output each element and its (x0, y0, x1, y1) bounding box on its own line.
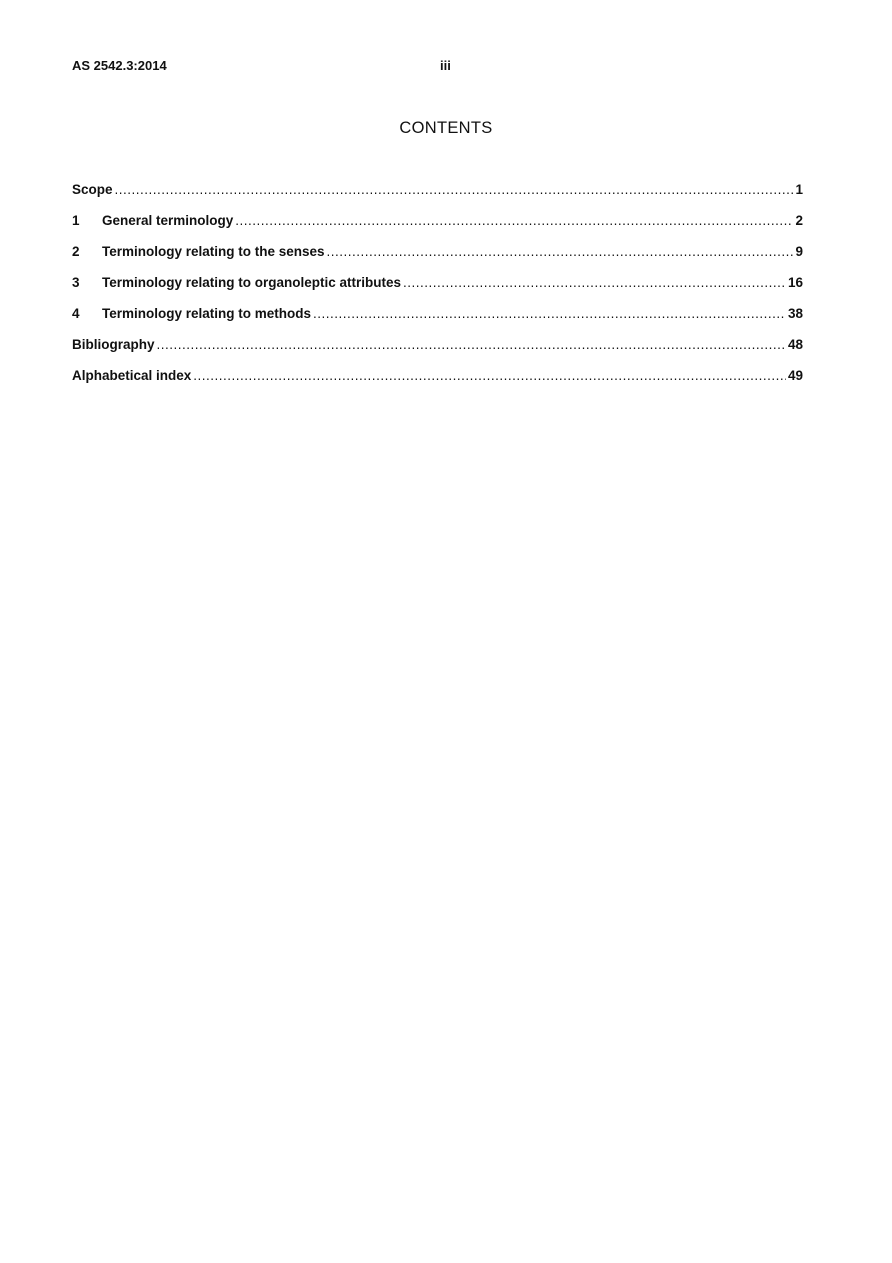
toc-entry-title: Alphabetical index (72, 368, 192, 383)
toc-entry-page: 2 (795, 213, 803, 228)
toc-entry-alphabetical-index[interactable] (72, 368, 803, 399)
dot-leader (115, 182, 794, 197)
toc-entry-title: General terminology (102, 213, 234, 228)
toc-entry-methods[interactable] (72, 306, 803, 337)
toc-entry-number: 3 (72, 275, 80, 290)
page-header (72, 58, 803, 78)
toc-entry-title: Bibliography (72, 337, 155, 352)
dot-leader (235, 213, 793, 228)
dot-leader (157, 337, 786, 352)
toc-entry-number: 1 (72, 213, 80, 228)
toc-entry-title: Terminology relating to methods (102, 306, 312, 321)
table-of-contents (72, 182, 803, 399)
toc-entry-title: Scope (72, 182, 113, 197)
toc-entry-number: 2 (72, 244, 80, 259)
dot-leader (403, 275, 786, 290)
toc-entry-general-terminology[interactable] (72, 213, 803, 244)
toc-entry-title: Terminology relating to organoleptic attributes (102, 275, 402, 290)
dot-leader (327, 244, 794, 259)
toc-entry-number: 4 (72, 306, 80, 321)
toc-entry-senses[interactable] (72, 244, 803, 275)
toc-entry-page: 38 (787, 306, 803, 321)
toc-entry-bibliography[interactable] (72, 337, 803, 368)
document-identifier: AS 2542.3:2014 (72, 58, 167, 73)
page-number: iii (440, 58, 451, 73)
toc-entry-title: Terminology relating to the senses (102, 244, 325, 259)
toc-entry-page: 16 (787, 275, 803, 290)
dot-leader (193, 368, 786, 383)
toc-entry-scope[interactable] (72, 182, 803, 213)
contents-heading: CONTENTS (399, 119, 493, 137)
toc-entry-page: 48 (787, 337, 803, 352)
toc-entry-page: 49 (787, 368, 803, 383)
toc-entry-page: 9 (795, 244, 803, 259)
dot-leader (313, 306, 786, 321)
toc-entry-page: 1 (795, 182, 803, 197)
toc-entry-organoleptic-attributes[interactable] (72, 275, 803, 306)
